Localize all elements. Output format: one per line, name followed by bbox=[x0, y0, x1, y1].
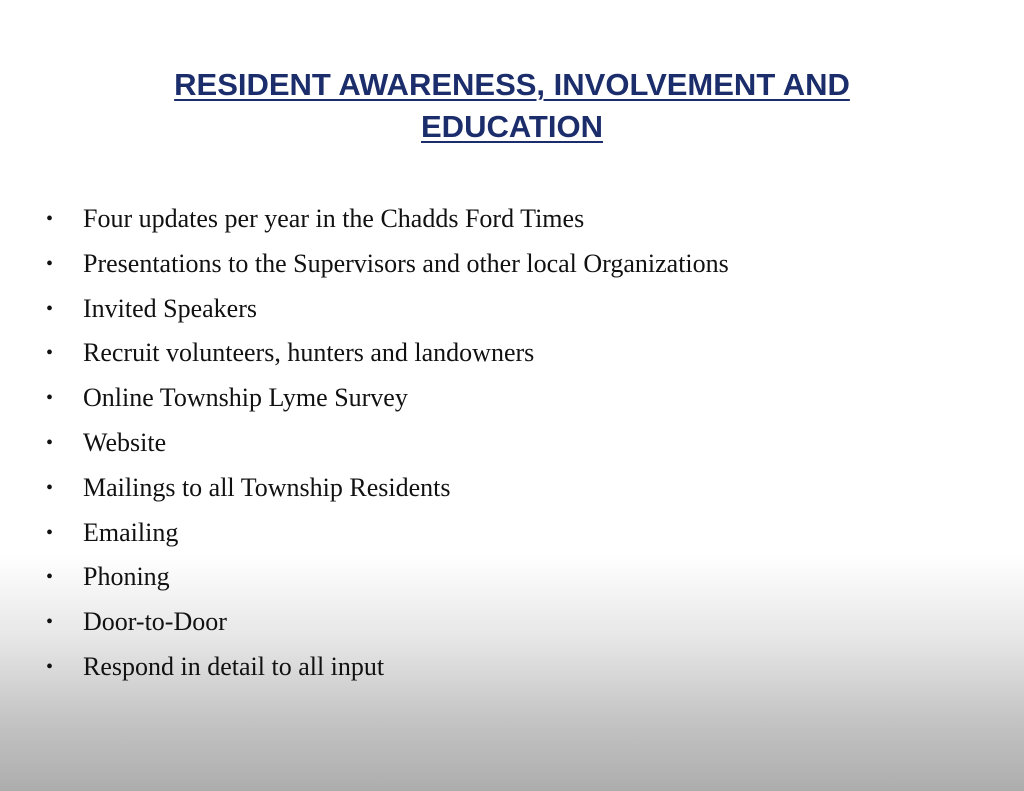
list-item-text: Emailing bbox=[83, 517, 179, 547]
list-item-text: Door-to-Door bbox=[83, 607, 227, 637]
list-item-text: Presentations to the Supervisors and other local Organizations bbox=[83, 248, 729, 278]
list-item-text: Invited Speakers bbox=[83, 293, 258, 323]
list-item-text: Website bbox=[83, 427, 167, 457]
bullet-icon: • bbox=[46, 476, 54, 499]
list-item-text: Mailings to all Township Residents bbox=[83, 472, 451, 502]
list-item bbox=[44, 600, 1004, 645]
bullet-icon: • bbox=[46, 342, 54, 365]
list-item bbox=[44, 421, 1004, 466]
list-item bbox=[44, 645, 1004, 690]
slide-title-line-2: EDUCATION bbox=[421, 109, 603, 144]
slide-title bbox=[0, 64, 1024, 148]
bullet-icon: • bbox=[46, 431, 54, 454]
slide-title-line-1: RESIDENT AWARENESS, INVOLVEMENT AND bbox=[174, 67, 850, 102]
list-item bbox=[44, 511, 1004, 556]
list-item bbox=[44, 331, 1004, 376]
bullet-list bbox=[44, 197, 1004, 690]
list-item bbox=[44, 466, 1004, 511]
list-item bbox=[44, 555, 1004, 600]
bullet-icon: • bbox=[46, 521, 54, 544]
bullet-icon: • bbox=[46, 252, 54, 275]
list-item-text: Respond in detail to all input bbox=[83, 651, 385, 681]
list-item-text: Phoning bbox=[83, 562, 170, 592]
bullet-icon: • bbox=[46, 387, 54, 410]
list-item-text: Online Township Lyme Survey bbox=[83, 383, 408, 413]
bullet-icon: • bbox=[46, 611, 54, 634]
list-item-text: Four updates per year in the Chadds Ford Times bbox=[83, 204, 585, 233]
list-item-text: Recruit volunteers, hunters and landowners bbox=[83, 338, 535, 368]
list-item bbox=[44, 287, 1004, 332]
list-item bbox=[44, 376, 1004, 421]
list-item bbox=[44, 242, 1004, 287]
bullet-icon: • bbox=[46, 208, 54, 230]
bullet-icon: • bbox=[46, 297, 54, 320]
bullet-icon: • bbox=[46, 566, 54, 589]
list-item bbox=[44, 197, 1004, 242]
bullet-icon: • bbox=[46, 655, 54, 678]
